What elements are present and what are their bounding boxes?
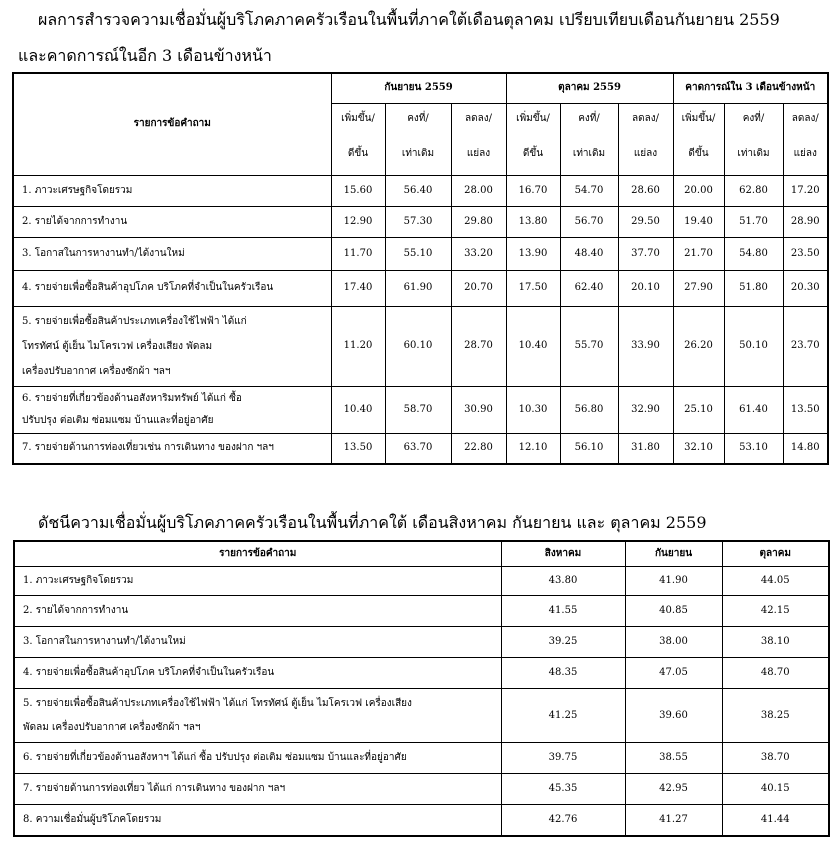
survey-value: 63.70 (385, 433, 451, 464)
subheader-bottom: เท่าเดิม (560, 134, 618, 175)
survey-value: 10.30 (506, 386, 560, 433)
survey-value: 10.40 (331, 386, 385, 433)
index-value: 48.70 (722, 658, 829, 689)
survey-question (13, 175, 331, 206)
index-header-october: ตุลาคม (722, 541, 829, 567)
subheader-bottom: เท่าเดิม (385, 134, 451, 175)
question-text-line: 5. รายจ่ายเพื่อซื้อสินค้าประเภทเครื่องใช้ไฟฟ้า ได้แก่ (22, 315, 247, 327)
survey-value: 14.80 (783, 433, 828, 464)
index-question (14, 689, 501, 743)
survey-value: 61.40 (724, 386, 783, 433)
index-value: 41.27 (625, 805, 722, 836)
index-row (14, 596, 829, 627)
subheader-top: เพิ่มขึ้น/ (506, 103, 560, 134)
index-value: 43.80 (501, 567, 625, 596)
index-header-august: สิงหาคม (501, 541, 625, 567)
survey-row (13, 386, 828, 433)
survey-value: 28.90 (783, 206, 828, 237)
index-value: 45.35 (501, 774, 625, 805)
confidence-survey-table (12, 72, 829, 465)
index-row (14, 627, 829, 658)
subheader-top: ลดลง/ (451, 103, 506, 134)
survey-value: 28.60 (618, 175, 673, 206)
survey-value: 57.30 (385, 206, 451, 237)
survey-value: 13.50 (783, 386, 828, 433)
survey-value: 30.90 (451, 386, 506, 433)
survey-value: 58.70 (385, 386, 451, 433)
question-text-line: 7. รายจ่ายด้านการท่องเที่ยว ได้แก่ การเดินทาง ของฝาก ฯลฯ (23, 783, 286, 794)
subheader-bottom: แย่ลง (451, 134, 506, 175)
survey-value: 23.50 (783, 237, 828, 270)
report-title-line-1: ผลการสำรวจความเชื่อมั่นผู้บริโภคภาคครัวเรือนในพื้นที่ภาคใต้เดือนตุลาคม เปรียบเทียบเดือนกันยายน 2559 (38, 10, 780, 29)
index-value: 44.05 (722, 567, 829, 596)
survey-value: 10.40 (506, 306, 560, 386)
survey-value: 21.70 (673, 237, 724, 270)
index-value: 47.05 (625, 658, 722, 689)
question-text-line: เครื่องปรับอากาศ เครื่องซักผ้า ฯลฯ (22, 365, 171, 377)
index-value: 39.75 (501, 743, 625, 774)
survey-value: 16.70 (506, 175, 560, 206)
subheader-bottom: ดีขึ้น (673, 134, 724, 175)
index-row (14, 774, 829, 805)
subheader-top: ลดลง/ (618, 103, 673, 134)
index-value: 41.55 (501, 596, 625, 627)
survey-value: 11.70 (331, 237, 385, 270)
subheader-bottom: เท่าเดิม (724, 134, 783, 175)
survey-row (13, 433, 828, 464)
subheader-bottom: ดีขึ้น (506, 134, 560, 175)
index-value: 38.55 (625, 743, 722, 774)
survey-value: 26.20 (673, 306, 724, 386)
survey-value: 60.10 (385, 306, 451, 386)
survey-value: 29.50 (618, 206, 673, 237)
survey-value: 53.10 (724, 433, 783, 464)
index-value: 42.95 (625, 774, 722, 805)
subheader-top: เพิ่มขึ้น/ (673, 103, 724, 134)
survey-value: 37.70 (618, 237, 673, 270)
survey-value: 20.00 (673, 175, 724, 206)
question-text-line: 7. รายจ่ายด้านการท่องเที่ยวเช่น การเดินทาง ของฝาก ฯลฯ (22, 442, 274, 454)
index-row (14, 805, 829, 836)
survey-value: 51.80 (724, 270, 783, 306)
period-header-september: กันยายน 2559 (331, 73, 506, 103)
survey-value: 25.10 (673, 386, 724, 433)
index-value: 42.15 (722, 596, 829, 627)
question-text-line: 3. โอกาสในการหางานทำ/ได้งานใหม่ (23, 636, 186, 647)
index-value: 48.35 (501, 658, 625, 689)
period-header-october: ตุลาคม 2559 (506, 73, 673, 103)
question-text-line: 2. รายได้จากการทำงาน (23, 605, 129, 616)
report-title-line-2: และคาดการณ์ในอีก 3 เดือนข้างหน้า (18, 46, 272, 65)
question-text-line: โทรทัศน์ ตู้เย็น ไมโครเวฟ เครื่องเสียง พัดลม (22, 340, 213, 352)
survey-question (13, 270, 331, 306)
survey-value: 13.50 (331, 433, 385, 464)
index-value: 38.10 (722, 627, 829, 658)
survey-value: 17.20 (783, 175, 828, 206)
survey-value: 15.60 (331, 175, 385, 206)
question-text-line: 1. ภาวะเศรษฐกิจโดยรวม (22, 184, 133, 196)
subheader-top: เพิ่มขึ้น/ (331, 103, 385, 134)
index-value: 38.25 (722, 689, 829, 743)
index-value: 39.25 (501, 627, 625, 658)
question-text-line: 1. ภาวะเศรษฐกิจโดยรวม (23, 575, 134, 586)
survey-value: 13.80 (506, 206, 560, 237)
subheader-bottom: แย่ลง (783, 134, 828, 175)
survey-value: 17.40 (331, 270, 385, 306)
index-question (14, 596, 501, 627)
survey-row (13, 237, 828, 270)
index-value: 41.44 (722, 805, 829, 836)
survey-value: 27.90 (673, 270, 724, 306)
survey-question (13, 433, 331, 464)
index-row (14, 567, 829, 596)
survey-value: 56.10 (560, 433, 618, 464)
subheader-top: คงที่/ (385, 103, 451, 134)
survey-value: 20.30 (783, 270, 828, 306)
question-column-header: รายการข้อคำถาม (13, 73, 331, 175)
subheader-bottom: ดีขึ้น (331, 134, 385, 175)
survey-value: 33.90 (618, 306, 673, 386)
question-text-line: 6. รายจ่ายที่เกี่ยวข้องด้านอสังหาริมทรัพย์ ได้แก่ ซื้อ (22, 392, 242, 404)
question-text-line: 2. รายได้จากการทำงาน (22, 215, 128, 227)
question-text-line: 8. ความเชื่อมั่นผู้บริโภคโดยรวม (23, 813, 162, 825)
survey-value: 50.10 (724, 306, 783, 386)
survey-value: 31.80 (618, 433, 673, 464)
question-text-line: 6. รายจ่ายที่เกี่ยวข้องด้านอสังหาฯ ได้แก่ ซื้อ ปรับปรุง ต่อเติม ซ่อมแซม บ้านและที่อยู่อาศัย (23, 752, 407, 763)
index-question (14, 567, 501, 596)
survey-row (13, 206, 828, 237)
survey-value: 12.10 (506, 433, 560, 464)
index-question (14, 743, 501, 774)
survey-value: 61.90 (385, 270, 451, 306)
survey-value: 32.90 (618, 386, 673, 433)
survey-value: 32.10 (673, 433, 724, 464)
index-value: 38.00 (625, 627, 722, 658)
index-table-title: ดัชนีความเชื่อมั่นผู้บริโภคภาคครัวเรือนในพื้นที่ภาคใต้ เดือนสิงหาคม กันยายน และ ตุลาคม 2559 (38, 513, 707, 532)
survey-value: 62.40 (560, 270, 618, 306)
survey-row (13, 270, 828, 306)
index-value: 41.25 (501, 689, 625, 743)
index-question (14, 658, 501, 689)
period-header-forecast: คาดการณ์ใน 3 เดือนข้างหน้า (673, 73, 828, 103)
survey-value: 22.80 (451, 433, 506, 464)
survey-value: 19.40 (673, 206, 724, 237)
survey-value: 29.80 (451, 206, 506, 237)
subheader-top: คงที่/ (724, 103, 783, 134)
survey-value: 55.10 (385, 237, 451, 270)
confidence-index-table (13, 540, 830, 837)
index-row (14, 743, 829, 774)
index-header-question: รายการข้อคำถาม (14, 541, 501, 567)
index-value: 40.15 (722, 774, 829, 805)
index-value: 39.60 (625, 689, 722, 743)
survey-value: 28.70 (451, 306, 506, 386)
subheader-top: คงที่/ (560, 103, 618, 134)
survey-value: 23.70 (783, 306, 828, 386)
survey-row (13, 306, 828, 386)
index-value: 38.70 (722, 743, 829, 774)
index-question (14, 774, 501, 805)
survey-value: 62.80 (724, 175, 783, 206)
index-value: 40.85 (625, 596, 722, 627)
survey-value: 51.70 (724, 206, 783, 237)
survey-value: 48.40 (560, 237, 618, 270)
survey-question (13, 306, 331, 386)
question-text-line: ปรับปรุง ต่อเติม ซ่อมแซม บ้านและที่อยู่อาศัย (22, 414, 214, 426)
index-row (14, 658, 829, 689)
index-row (14, 689, 829, 743)
index-header-september: กันยายน (625, 541, 722, 567)
survey-question (13, 386, 331, 433)
survey-value: 28.00 (451, 175, 506, 206)
question-text-line: 4. รายจ่ายเพื่อซื้อสินค้าอุปโภค บริโภคที่จำเป็นในครัวเรือน (23, 667, 275, 678)
survey-value: 12.90 (331, 206, 385, 237)
subheader-top: ลดลง/ (783, 103, 828, 134)
survey-value: 13.90 (506, 237, 560, 270)
survey-question (13, 237, 331, 270)
question-text-line: 5. รายจ่ายเพื่อซื้อสินค้าประเภทเครื่องใช้ไฟฟ้า ได้แก่ โทรทัศน์ ตู้เย็น ไมโครเวฟ เครื่องเสียง (23, 697, 412, 709)
survey-value: 54.80 (724, 237, 783, 270)
survey-value: 20.70 (451, 270, 506, 306)
index-value: 41.90 (625, 567, 722, 596)
survey-row (13, 175, 828, 206)
survey-value: 55.70 (560, 306, 618, 386)
survey-value: 56.80 (560, 386, 618, 433)
survey-value: 20.10 (618, 270, 673, 306)
survey-value: 56.70 (560, 206, 618, 237)
survey-value: 17.50 (506, 270, 560, 306)
subheader-bottom: แย่ลง (618, 134, 673, 175)
survey-value: 54.70 (560, 175, 618, 206)
question-text-line: พัดลม เครื่องปรับอากาศ เครื่องซักผ้า ฯลฯ (23, 721, 201, 733)
survey-value: 11.20 (331, 306, 385, 386)
survey-question (13, 206, 331, 237)
question-text-line: 3. โอกาสในการหางานทำ/ได้งานใหม่ (22, 247, 185, 259)
index-value: 42.76 (501, 805, 625, 836)
index-question (14, 627, 501, 658)
index-question (14, 805, 501, 836)
survey-value: 33.20 (451, 237, 506, 270)
question-text-line: 4. รายจ่ายเพื่อซื้อสินค้าอุปโภค บริโภคที่จำเป็นในครัวเรือน (22, 282, 274, 293)
survey-value: 56.40 (385, 175, 451, 206)
